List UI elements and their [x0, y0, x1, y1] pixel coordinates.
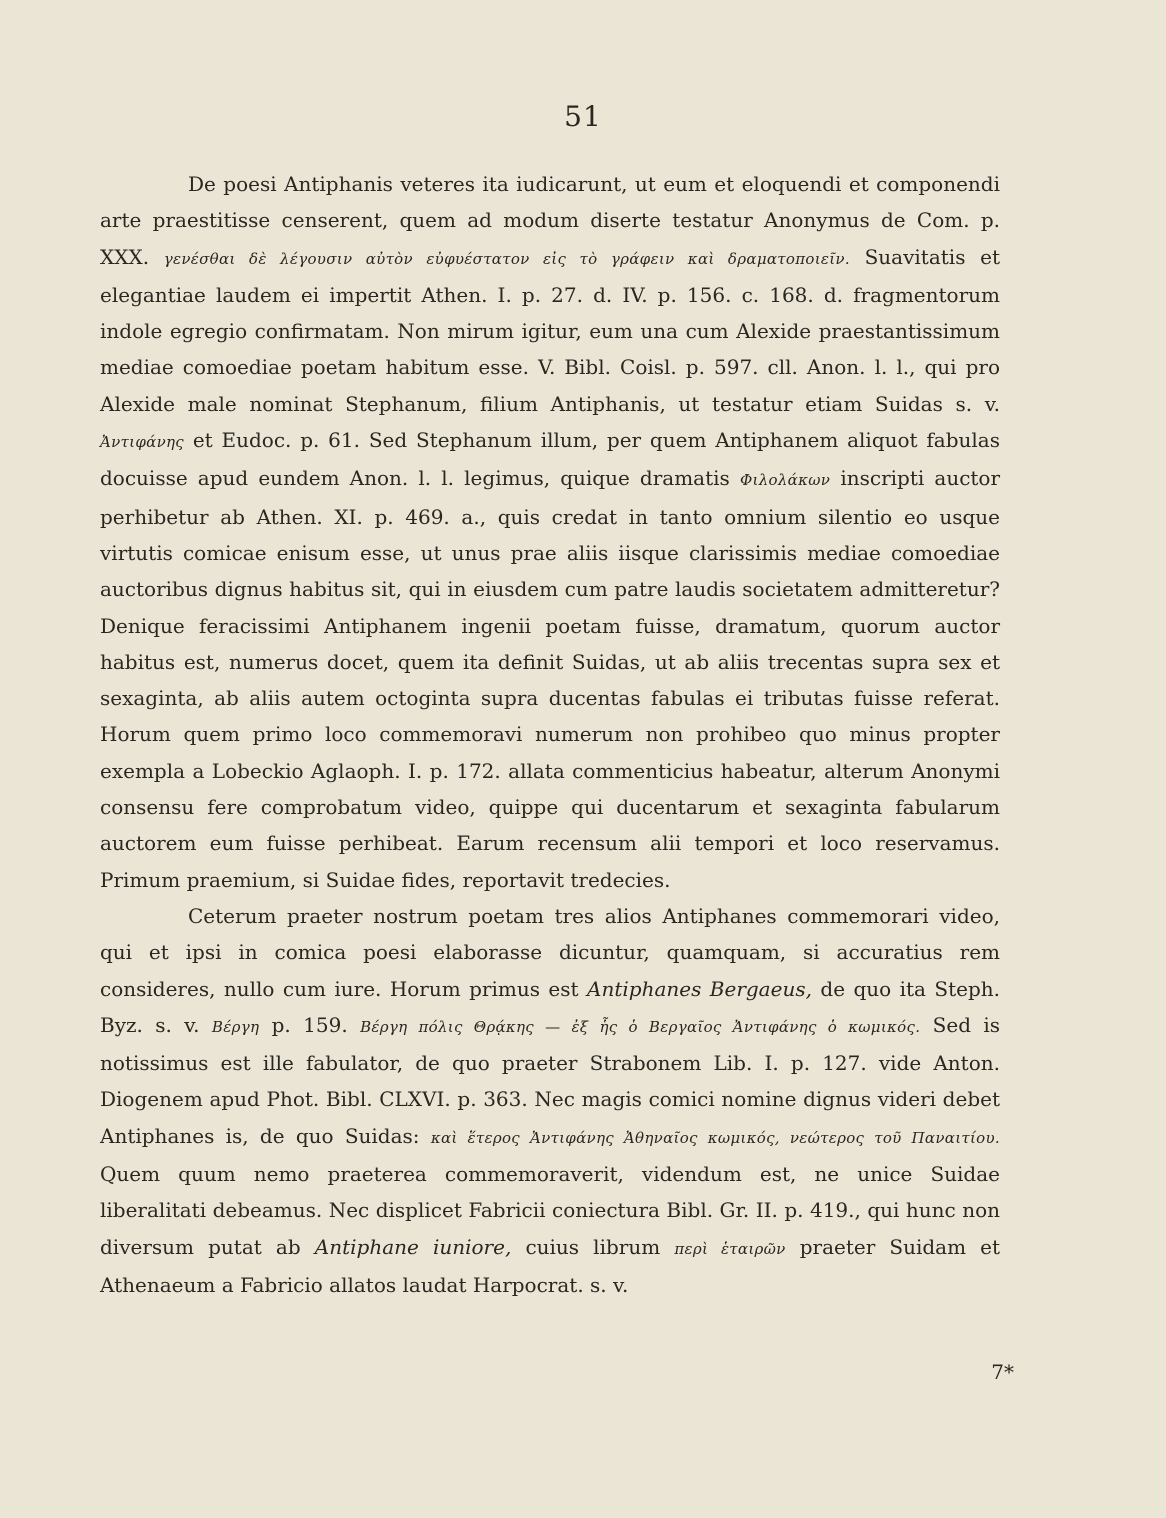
p1-text-1: De poesi Antiphanis veteres ita iudicarunt, ut eum et eloquendi et componendi arte praestitisse censerent, quem ad modum diserte testatur Anonymus de Com. p. XXX.	[100, 172, 1000, 269]
p2-text-6: cuius librum	[525, 1234, 661, 1259]
p2-text-7: praeter Suidam et Athenaeum a Fabricio allatos laudat Harpocrat. s. v.	[100, 1234, 1001, 1297]
p1-text-2: Suavitatis et elegantiae laudem ei impertit Athen. I. p. 27. d. IV. p. 156. c. 168. d. fragmentorum indole egregio confirmatam. Non mirum igitur, eum una cum Alexide praestantissimum mediae comoediae poetam habitum esse. V. Bibl. Coisl. p. 597. cll. Anon. l. l., qui pro Alexide male nominat Stephanum, filium Antiphanis, ut testatur etiam Suidas s. v.	[100, 244, 1000, 416]
p2-greek-word-berge: Βέργη	[211, 1017, 260, 1036]
p2-text-3: p. 159.	[271, 1012, 348, 1037]
p2-name-bergaeus: Antiphanes Bergaeus,	[587, 976, 812, 1001]
p2-text-2: de quo ita Steph. Byz. s. v.	[100, 976, 1001, 1037]
signature-mark: 7*	[991, 1360, 1014, 1384]
body-text	[100, 166, 1000, 1303]
p1-text-3: et Eudoc. p. 61. Sed Stephanum illum, per quem Antiphanem aliquot fabulas docuisse apud eundem Anon. l. l. legimus, quique dramatis	[100, 428, 1000, 491]
paragraph-1	[100, 166, 1000, 898]
p2-text-5: Quem quum nemo praeterea commemoraverit, videndum est, ne unice Suidae liberalitati debeamus. Nec displicet Fabricii coniectura Bibl. Gr. II. p. 419., qui hunc non diversum putat ab	[100, 1162, 1000, 1259]
p1-greek-quote-anonymus: γενέσθαι δὲ λέγουσιν αὐτὸν εὐφυέστατον εἰς τὸ γράφειν καὶ δραματοποιεῖν.	[163, 249, 850, 268]
paragraph-2	[100, 898, 1000, 1303]
p2-text-1: Ceterum praeter nostrum poetam tres alios Antiphanes commemorari video, qui et ipsi in comica poesi elaborasse dicuntur, quamquam, si accuratius rem consideres, nullo cum iure. Horum primus est	[100, 903, 1000, 1001]
p1-greek-word-philolakon: Φιλολάκων	[739, 471, 831, 490]
p2-greek-word-hetairon: περὶ ἑταιρῶν	[674, 1239, 786, 1258]
page-number: 51	[564, 100, 602, 133]
p2-name-iuniore: Antiphane iuniore,	[314, 1234, 512, 1259]
p1-text-4: inscripti auctor perhibetur ab Athen. XI. p. 469. a., quis credat in tanto omnium silentio eo usque virtutis comicae enisum esse, ut unus prae aliis iisque clarissimis mediae comoediae auctoribus dignus habitus sit, qui in eiusdem cum patre laudis societatem admitteretur? Denique feracissimi Antiphanem ingenii poetam fuisse, dramatum, quorum auctor habitus est, numerus docet, quem ita definit Suidas, ut ab aliis trecentas supra sex et sexaginta, ab aliis autem octoginta supra ducentas fabulas ei tributas fuisse referat. Horum quem primo loco commemoravi numerum non prohibeo quo minus propter exempla a Lobeckio Aglaoph. I. p. 172. allata commenticius habeatur, alterum Anonymi consensu fere comprobatum video, quippe qui ducentarum et sexaginta fabularum auctorem eum fuisse perhibeat. Earum recensum alii tempori et loco reservamus. Primum praemium, si Suidae fides, reportavit tredecies.	[100, 466, 1001, 892]
p1-greek-word-antiphanes: Ἀντιφάνης	[100, 433, 184, 452]
p2-greek-quote-stephanus: Βέργη πόλις Θρᾴκης — ἐξ ἧς ὁ Βεργαῖος Ἀντιφάνης ὁ κωμικός.	[360, 1017, 921, 1036]
p2-text-4: Sed is notissimus est ille fabulator, de quo praeter Strabonem Lib. I. p. 127. vide Anton. Diogenem apud Phot. Bibl. CLXVI. p. 363. Nec magis comici nomine dignus videri debet Antiphanes is, de quo Suidas:	[100, 1012, 1001, 1148]
p2-greek-quote-suidas: καὶ ἕτερος Ἀντιφάνης Ἀθηναῖος κωμικός, νεώτερος τοῦ Παναιτίου.	[430, 1128, 1000, 1147]
